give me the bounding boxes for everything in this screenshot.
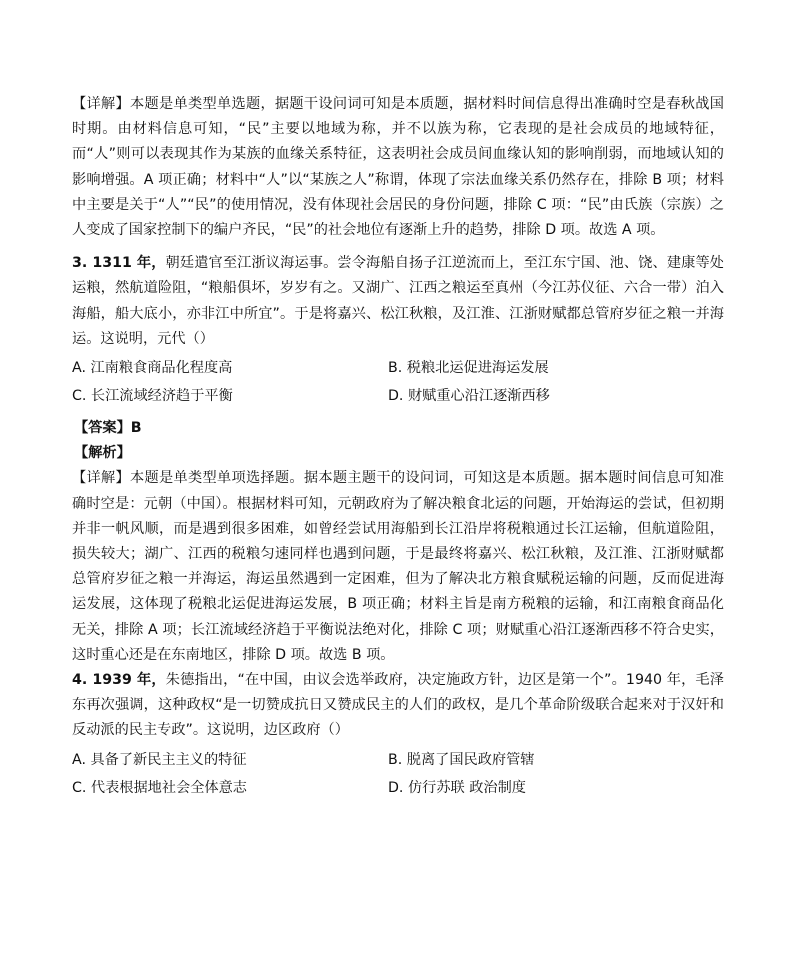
question-3-option-c: C. 长江流域经济趋于平衡 <box>72 388 233 405</box>
question-3-detail-paragraph: 【详解】本题是单类型单项选择题。据本题主题干的设问词，可知这是本质题。据本题时间信息可知准确时空是：元朝（中国）。根据材料可知，元朝政府为了解决粮食北运的问题，开始海运的尝试，但初期并非一帆风顺，而是遇到很多困难，如曾经尝试用海船到长江沿岸将税粮通过长江运输，但航道险阻，损失较大；湖广、江西的税粮匀速同样也遇到问题，于是最终将嘉兴、松江秋粮，及江淮、江浙财赋都总管府岁征之粮一并海运，海运虽然遇到一定困难，但为了解决北方粮食赋税运输的问题，反而促进海运发展，这体现了税粮北运促进海运发展，B 项正确；材料主旨是南方税粮的运输，和江南粮食商品化无关，排除 A 项；长江流域经济趋于平衡说法绝对化，排除 C 项；财赋重心沿江逐渐西移不符合史实，这时重心还是在东南地区，排除 D 项。故选 B 项。 <box>72 470 724 663</box>
question-4-option-c: C. 代表根据地社会全体意志 <box>72 779 247 796</box>
question-3-number: 3. 1311 年， <box>72 255 166 272</box>
question-3-option-d: D. 财赋重心沿江逐渐西移 <box>388 388 550 405</box>
question-3 <box>72 251 724 352</box>
document-page <box>72 92 724 804</box>
question-4-option-a: A. 具备了新民主主义的特征 <box>72 751 247 768</box>
question-4-stem: 朱德指出，“在中国，由议会选举政府，决定施政方针，边区是第一个”。1940 年，毛泽东再次强调，这种政权“是一切赞成抗日又赞成民主的人们的政权，是几个革命阶级联合起来对于汉奸和反动派的民主专政”。这说明，边区政府（） <box>72 672 724 739</box>
question-3-answer: 【答案】B <box>74 420 142 437</box>
question-3-option-a: A. 江南粮食商品化程度高 <box>72 360 233 377</box>
question-4-number: 4. 1939 年， <box>72 672 166 689</box>
q2-detail-paragraph: 【详解】本题是单类型单选题，据题干设问词可知是本质题，据材料时间信息得出准确时空是春秋战国时期。由材料信息可知，“民”主要以地域为称，并不以族为称，它表现的是社会成员的地域特征，而“人”则可以表现其作为某族的血缘关系特征，这表明社会成员间血缘认知的影响削弱，而地域认知的影响增强。A 项正确；材料中“人”以“某族之人”称谓，体现了宗法血缘关系仍然存在，排除 B 项；材料中主要是关于“人”“民”的使用情况，没有体现社会居民的身份问题，排除 C 项：“民”由氏族（宗族）之人变成了国家控制下的编户齐民，“民”的社会地位有逐渐上升的趋势，排除 D 项。故选 A 项。 <box>72 96 724 239</box>
question-4-option-b: B. 脱离了国民政府管辖 <box>388 751 535 768</box>
question-4 <box>72 668 724 744</box>
question-3-stem: 朝廷遣官至江浙议海运事。尝令海船自扬子江逆流而上，至江东宁国、池、饶、建康等处运粮，然航道险阻，“粮船俱坏，岁岁有之。又湖广、江西之粮运至真州（今江苏仪征、六合一带）泊入海船，船大底小，亦非江中所宜”。于是将嘉兴、松江秋粮，及江淮、江浙财赋都总管府岁征之粮一并海运。这说明，元代（） <box>72 255 724 347</box>
question-3-options <box>72 354 724 410</box>
question-4-options <box>72 746 724 802</box>
question-3-option-b: B. 税粮北运促进海运发展 <box>388 360 549 377</box>
question-3-analysis-label: 【解析】 <box>74 445 131 462</box>
question-4-option-d: D. 仿行苏联 政治制度 <box>388 779 526 796</box>
